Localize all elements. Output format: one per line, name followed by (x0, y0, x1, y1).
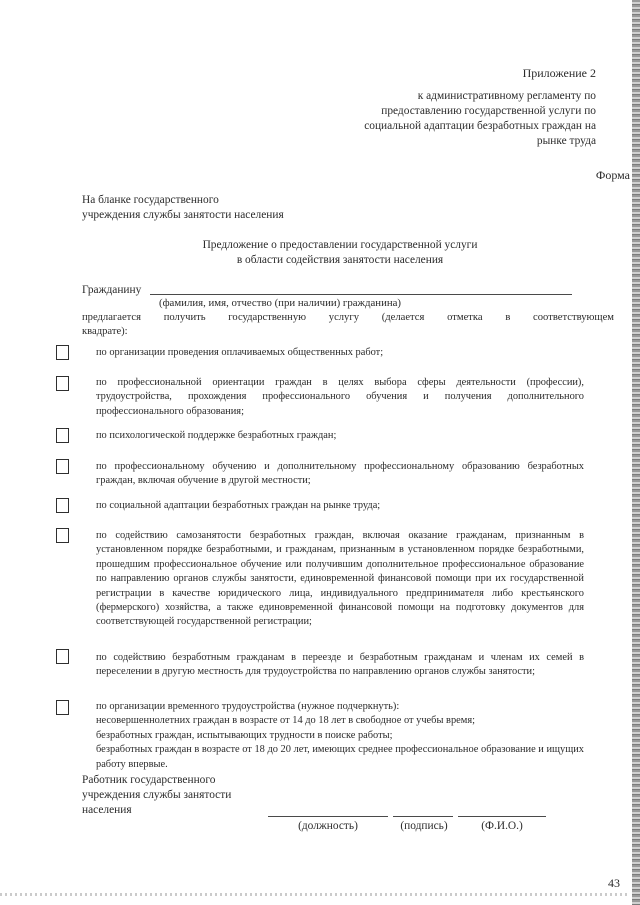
letterhead-line: На бланке государственного (82, 194, 219, 206)
position-field[interactable] (268, 816, 388, 817)
appendix-title: Приложение 2 (522, 66, 596, 80)
document-title: Предложение о предоставлении государственной услуги (202, 239, 478, 251)
signature-label: (подпись) (400, 820, 448, 832)
full-name-label: (Ф.И.О.) (481, 820, 523, 832)
letterhead-line: учреждения службы занятости населения (82, 209, 284, 221)
worker-label-line: учреждения службы занятости (82, 789, 232, 801)
checkbox-career-guidance[interactable] (56, 376, 69, 391)
temp-subitem-difficulties[interactable]: безработных граждан, испытывающих трудности в поиске работы; (96, 729, 393, 741)
option-career-guidance: по профессиональной ориентации граждан в целях выбора сферы деятельности (профессии), трудоустройства, прохождения профессионального обучения и получения дополнительного профессионального образования; (96, 377, 584, 417)
temp-subitem-minors[interactable]: несовершеннолетних граждан в возрасте от 14 до 18 лет в свободное от учебы время; (96, 715, 475, 727)
temp-subitem-graduates[interactable]: безработных граждан в возрасте от 18 до 20 лет, имеющих среднее профессиональное образование и ищущих работу впервые. (96, 744, 584, 770)
option-psychological-support: по психологической поддержке безработных граждан; (96, 430, 337, 441)
checkbox-relocation[interactable] (56, 649, 69, 664)
position-label: (должность) (298, 820, 358, 832)
appendix-line: предоставлению государственной услуги по (381, 105, 596, 117)
worker-label-line: населения (82, 804, 132, 816)
signature-field[interactable] (393, 816, 453, 817)
citizen-label: Гражданину (82, 284, 142, 296)
citizen-hint: (фамилия, имя, отчество (при наличии) гражданина) (158, 297, 402, 309)
option-self-employment: по содействию самозанятости безработных граждан, включая оказание гражданам, признанным в установленном порядке безработными, и гражданам, признанным в установленном порядке безработными, прошедшим профессиональное обучение или получившим дополнительное профессиональное образование по направлению органов службы занятости, единовременной финансовой помощи при их государственной регистрации в качестве юридического лица, индивидуального предпринимателя либо крестьянского (фермерского) хозяйства, а также единовременной финансовой помощи на подготовку документов для соответствующей государственной регистрации; (96, 530, 584, 628)
appendix-line: рынке труда (536, 135, 596, 147)
checkbox-vocational-training[interactable] (56, 459, 69, 474)
intro-text: предлагается получить государственную услугу (делается отметка в соответствующем (82, 312, 614, 323)
page-number: 43 (608, 876, 620, 890)
checkbox-temporary-employment[interactable] (56, 700, 69, 715)
checkbox-psychological-support[interactable] (56, 428, 69, 443)
worker-label-line: Работник государственного (82, 774, 216, 786)
checkbox-public-works[interactable] (56, 345, 69, 360)
full-name-field[interactable] (458, 816, 546, 817)
option-vocational-training: по профессиональному обучению и дополнительному профессиональному образованию безработных граждан, включая обучение в другой местности; (96, 461, 584, 487)
option-relocation: по содействию безработным гражданам в переезде и безработным гражданам и членам их семей в переселении в другую местность для трудоустройства по направлению органов службы занятости; (96, 652, 584, 678)
scan-edge (632, 0, 640, 905)
scan-bottom-artifact (0, 893, 630, 896)
option-temporary-employment-heading: по организации временного трудоустройства (нужное подчеркнуть): (96, 701, 400, 712)
checkbox-social-adaptation[interactable] (56, 498, 69, 513)
intro-text-end: квадрате): (82, 326, 128, 337)
option-public-works: по организации проведения оплачиваемых общественных работ; (96, 347, 384, 358)
option-temporary-employment (96, 700, 584, 772)
document-subtitle: в области содействия занятости населения (236, 254, 444, 266)
appendix-line: к административному регламенту по (417, 90, 596, 102)
citizen-name-field[interactable] (150, 294, 572, 295)
form-label: Форма (595, 168, 630, 182)
option-social-adaptation: по социальной адаптации безработных граждан на рынке труда; (96, 500, 381, 511)
appendix-line: социальной адаптации безработных граждан на (364, 120, 596, 132)
checkbox-self-employment[interactable] (56, 528, 69, 543)
